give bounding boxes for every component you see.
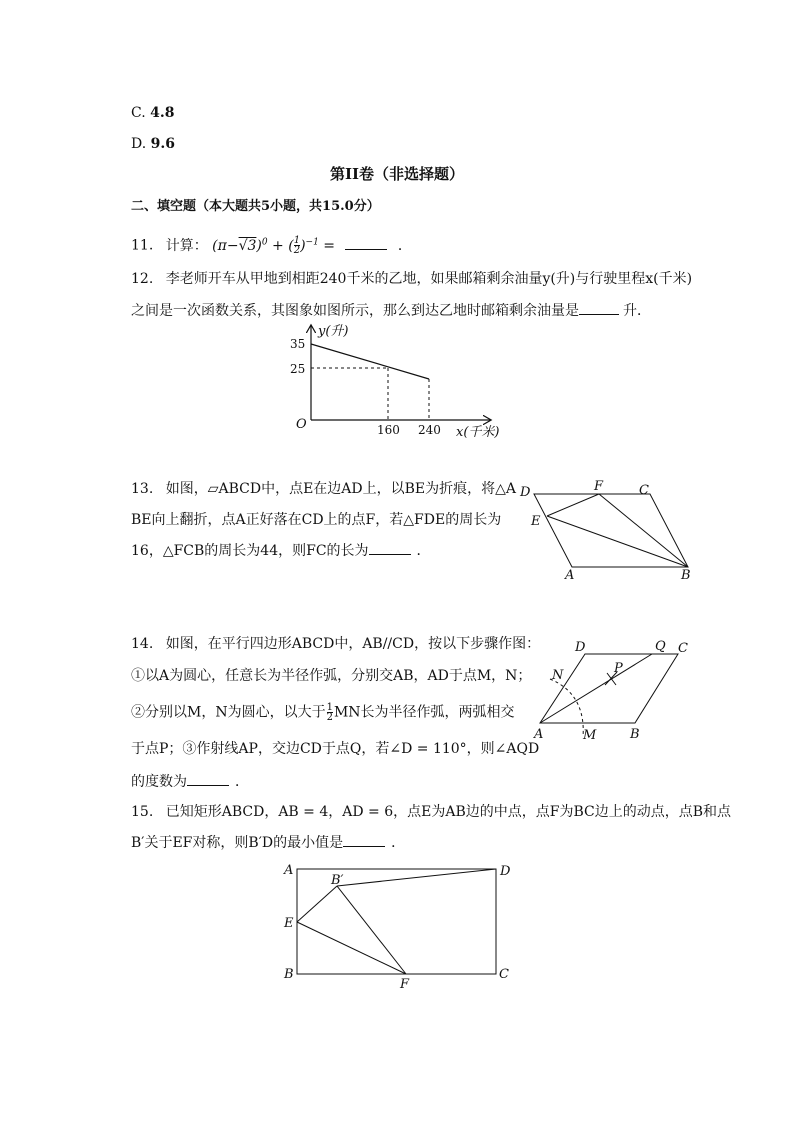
- q13-seg-EF: [547, 494, 599, 516]
- part2-title: 第II卷（非选择题）: [329, 165, 465, 183]
- q14-label-D: D: [575, 640, 586, 655]
- q15-seg-EBp: [297, 886, 337, 922]
- q14-frac-num: 1: [326, 702, 333, 713]
- q12-line2: [131, 302, 651, 320]
- q13-answer-blank[interactable]: [369, 554, 411, 555]
- q12-text2b: 升．: [623, 303, 651, 319]
- q13-parallelogram: [534, 494, 688, 567]
- q14-text5a: 的度数为: [131, 774, 187, 790]
- q14-text5b: ．: [235, 774, 249, 790]
- q14-text3a: ②分别以M，N为圆心，以大于: [131, 704, 326, 721]
- q14-figure: [528, 634, 698, 746]
- q14-frac-den: 2: [326, 712, 333, 723]
- option-d-value: 9.6: [150, 136, 175, 152]
- q12-text1: 李老师开车从甲地到相距240千米的乙地，如果邮箱剩余油量y(升)与行驶里程x(千米): [165, 271, 693, 287]
- q15-label-E: E: [284, 916, 294, 931]
- q14-arc-MN: [550, 679, 583, 737]
- q15-text1: 已知矩形ABCD，AB = 4，AD = 6，点E为AB边的中点，点F为BC边上的动点，点B和点: [165, 804, 732, 820]
- q14-text1: 如图，在平行四边形ABCD中，AB//CD，按以下步骤作图：: [165, 636, 541, 652]
- q13-label-A: A: [565, 568, 575, 583]
- q11-lead: 计算：: [165, 237, 208, 254]
- q15-label-C: C: [499, 967, 509, 982]
- q14-line3: [131, 703, 515, 722]
- q14-label-Q: Q: [655, 639, 666, 654]
- q13-line3: [131, 542, 431, 560]
- q14-label-M: M: [583, 728, 597, 743]
- q15-label-F: F: [400, 977, 410, 992]
- q14-line2: ①以A为圆心，任意长为半径作弧，分别交AB，AD于点M，N；: [131, 668, 532, 684]
- q14-label-C: C: [678, 641, 688, 656]
- option-c-value: 4.8: [150, 105, 175, 121]
- q12-xtick-160: 160: [377, 423, 400, 437]
- q13-label-D: D: [520, 485, 531, 500]
- q14-label-P: P: [614, 661, 623, 676]
- q15-number: 15.: [131, 804, 154, 820]
- q12-function-line: [311, 344, 429, 379]
- option-c: [131, 104, 174, 122]
- q15-label-A: A: [284, 863, 294, 878]
- q12-ytick-25: 25: [290, 362, 306, 376]
- q14-label-A: A: [534, 727, 544, 742]
- q11-line: [131, 233, 412, 255]
- q14-line1: [131, 635, 540, 653]
- q14-number: 14.: [131, 636, 154, 652]
- q15-label-D: D: [500, 864, 511, 879]
- q11-tail: ．: [397, 237, 412, 254]
- q13-label-B: B: [681, 568, 691, 583]
- q14-line5: [131, 773, 249, 791]
- q12-ytick-35: 35: [290, 337, 306, 351]
- q15-label-B: B: [284, 967, 294, 982]
- q14-line4: 于点P；③作射线AP，交边CD于点Q，若∠D = 110°，则∠AQD: [131, 741, 540, 757]
- q12-xtick-240: 240: [418, 423, 441, 437]
- q11-answer-blank[interactable]: [345, 249, 387, 250]
- q15-seg-EF: [297, 922, 406, 974]
- q13-number: 13.: [131, 481, 154, 497]
- q15-figure: [278, 860, 518, 992]
- q13-line2: BE向上翻折，点A正好落在CD上的点F，若△FDE的周长为: [131, 512, 502, 528]
- q14-text3b: MN长为半径作弧，两弧相交: [333, 704, 515, 721]
- q13-text3a: 16，△FCB的周长为44，则FC的长为: [131, 543, 369, 559]
- q14-parallelogram: [540, 654, 678, 723]
- q14-answer-blank[interactable]: [187, 785, 229, 786]
- q15-text2b: ．: [391, 835, 406, 851]
- q14-label-N: N: [552, 668, 564, 683]
- q13-text3b: ．: [416, 543, 431, 559]
- q13-label-C: C: [639, 483, 649, 498]
- q14-ray-AP: [540, 654, 652, 723]
- q15-seg-BpD: [337, 869, 496, 886]
- q12-x-label: x(千米): [456, 425, 500, 440]
- q15-label-Bprime: B′: [331, 873, 344, 888]
- option-c-letter: C.: [131, 105, 146, 121]
- q11-number: 11.: [131, 237, 154, 254]
- q12-graph: [290, 322, 520, 447]
- section2-header: 二、填空题（本大题共5小题，共15.0分）: [131, 199, 380, 214]
- option-d-letter: D.: [131, 136, 147, 152]
- q13-line1: [131, 480, 516, 498]
- q12-origin: O: [296, 417, 307, 432]
- q13-seg-FB: [599, 494, 688, 567]
- q13-label-E: E: [531, 514, 541, 529]
- q12-y-label: y(升): [318, 324, 349, 339]
- q15-line1: [131, 803, 731, 821]
- q13-figure: [510, 478, 700, 586]
- q13-label-F: F: [594, 479, 604, 494]
- q15-seg-BpF: [337, 886, 406, 974]
- q15-line2: [131, 834, 405, 852]
- option-d: [131, 135, 175, 153]
- q12-answer-blank[interactable]: [579, 314, 619, 315]
- q13-text1: 如图，▱ABCD中，点E在边AD上，以BE为折痕，将△A: [165, 481, 517, 497]
- q11-expression: $(\pi-√3)^0$ + ( $\frac{1}{2}$ )$^{-1}$ =: [212, 235, 336, 257]
- q15-text2a: B′关于EF对称，则B′D的最小值是: [131, 835, 344, 851]
- q12-line1: [131, 270, 692, 288]
- q12-text2a: 之间是一次函数关系，其图象如图所示，那么到达乙地时邮箱剩余油量是: [131, 303, 579, 319]
- q15-answer-blank[interactable]: [343, 846, 385, 847]
- q14-label-B: B: [630, 727, 640, 742]
- q12-number: 12.: [131, 271, 154, 287]
- q15-rectangle: [297, 869, 496, 974]
